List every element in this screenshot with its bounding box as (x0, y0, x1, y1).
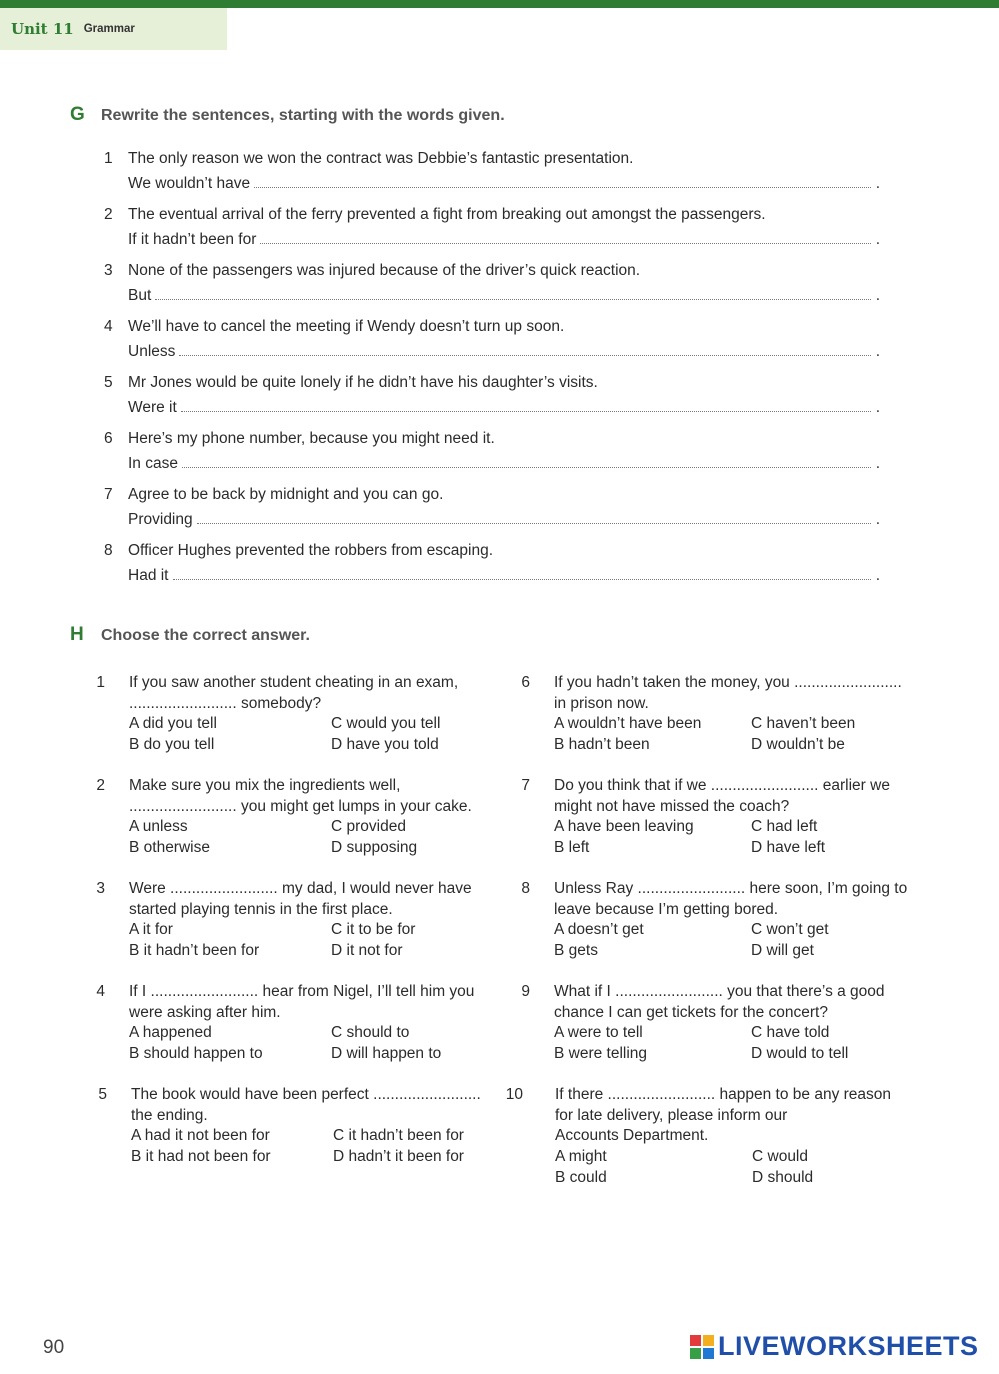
option-a[interactable]: A wouldn’t have been (554, 715, 702, 732)
answer-line[interactable] (128, 175, 880, 193)
option-c[interactable]: C it hadn’t been for (333, 1127, 464, 1144)
answer-end: . (875, 399, 880, 416)
answer-start-words: In case (128, 455, 178, 472)
answer-line[interactable] (128, 343, 880, 361)
option-a[interactable]: A doesn’t get (554, 921, 644, 938)
option-d[interactable]: D hadn’t it been for (333, 1148, 464, 1165)
question-line: The book would have been perfect ......................... (131, 1086, 481, 1103)
answer-line[interactable] (128, 287, 880, 305)
option-a[interactable]: A happened (129, 1024, 212, 1041)
option-d[interactable]: D should (752, 1169, 814, 1186)
answer-blank[interactable] (197, 523, 871, 524)
option-a[interactable]: A did you tell (129, 715, 217, 732)
question-number: 8 (521, 880, 530, 897)
question-number: 3 (96, 880, 105, 897)
option-a[interactable]: A it for (129, 921, 173, 938)
question-line: for late delivery, please inform our (555, 1106, 788, 1124)
answer-start-words: But (128, 287, 152, 304)
item-number: 4 (104, 318, 113, 335)
item-number: 6 (104, 430, 113, 447)
option-c[interactable]: C would (752, 1148, 808, 1165)
question-number: 6 (521, 674, 530, 691)
answer-blank[interactable] (260, 243, 870, 244)
exercise-h-letter: H (70, 624, 84, 645)
option-d[interactable]: D would to tell (751, 1045, 849, 1062)
exercise-g-letter: G (70, 104, 85, 125)
item-number: 3 (104, 262, 113, 279)
answer-blank[interactable] (254, 187, 871, 188)
question-line: in prison now. (554, 694, 649, 712)
option-b[interactable]: B gets (554, 942, 598, 959)
question-text (131, 1085, 507, 1126)
question-line: If there ......................... happen to be any reason (555, 1086, 892, 1103)
item-number: 8 (104, 542, 113, 559)
option-b[interactable]: B it had not been for (131, 1148, 271, 1165)
item-sentence: Agree to be back by midnight and you can go. (128, 486, 444, 503)
option-d[interactable]: D wouldn’t be (751, 736, 845, 753)
option-d[interactable]: D it not for (331, 942, 403, 959)
answer-line[interactable] (128, 399, 880, 417)
item-sentence: Officer Hughes prevented the robbers from escaping. (128, 542, 494, 559)
answer-start-words: Had it (128, 567, 169, 584)
answer-end: . (875, 511, 880, 528)
answer-start-words: Unless (128, 343, 176, 360)
question-text (129, 673, 505, 714)
option-d[interactable]: D will happen to (331, 1045, 442, 1062)
exercise-g-title: Rewrite the sentences, starting with the words given. (101, 107, 505, 124)
question-line: started playing tennis in the first place. (129, 900, 393, 918)
question-text (554, 879, 930, 920)
answer-blank[interactable] (182, 467, 871, 468)
option-a[interactable]: A were to tell (554, 1024, 643, 1041)
option-c[interactable]: C provided (331, 818, 406, 835)
answer-end: . (875, 287, 880, 304)
question-number: 1 (96, 674, 105, 691)
item-sentence: We’ll have to cancel the meeting if Wendy doesn’t turn up soon. (128, 318, 565, 335)
exercise-g-heading (70, 104, 505, 126)
answer-line[interactable] (128, 511, 880, 529)
exercise-h-heading (70, 624, 310, 646)
question-line: chance I can get tickets for the concert? (554, 1003, 828, 1021)
answer-end: . (875, 455, 880, 472)
option-b[interactable]: B should happen to (129, 1045, 263, 1062)
answer-end: . (875, 175, 880, 192)
question-number: 10 (505, 1086, 523, 1103)
option-c[interactable]: C had left (751, 818, 818, 835)
top-accent-bar (0, 0, 999, 8)
answer-end: . (875, 343, 880, 360)
brand-text: LIVEWORKSHEETS (718, 1331, 979, 1361)
question-text (555, 1085, 931, 1147)
page-number: 90 (43, 1337, 65, 1358)
option-b[interactable]: B it hadn’t been for (129, 942, 260, 959)
question-text (129, 879, 505, 920)
option-c[interactable]: C haven’t been (751, 715, 856, 732)
item-sentence: The only reason we won the contract was Debbie’s fantastic presentation. (128, 150, 634, 167)
question-line: What if I ......................... you that there’s a good (554, 983, 885, 1000)
option-b[interactable]: B could (555, 1169, 607, 1186)
item-number: 2 (104, 206, 113, 223)
question-line: Do you think that if we ......................... earlier we (554, 777, 890, 794)
question-line: leave because I’m getting bored. (554, 900, 779, 918)
question-line: ......................... somebody? (129, 694, 322, 712)
option-c[interactable]: C have told (751, 1024, 830, 1041)
question-line: the ending. (131, 1106, 208, 1124)
item-number: 7 (104, 486, 113, 503)
option-d[interactable]: D will get (751, 942, 814, 959)
item-number: 1 (104, 150, 113, 167)
answer-blank[interactable] (181, 411, 871, 412)
option-b[interactable]: B otherwise (129, 839, 210, 856)
answer-start-words: If it hadn’t been for (128, 231, 257, 248)
answer-end: . (875, 231, 880, 248)
option-c[interactable]: C won’t get (751, 921, 829, 938)
liveworksheets-logo-icon (690, 1335, 714, 1359)
option-a[interactable]: A have been leaving (554, 818, 694, 835)
question-text (554, 982, 930, 1023)
option-b[interactable]: B do you tell (129, 736, 215, 753)
option-a[interactable]: A might (555, 1148, 607, 1165)
answer-line[interactable] (128, 567, 880, 585)
answer-start-words: Providing (128, 511, 193, 528)
section-label: Grammar (83, 23, 135, 35)
question-number: 5 (98, 1086, 107, 1103)
answer-start-words: We wouldn’t have (128, 175, 251, 192)
exercise-h-title: Choose the correct answer. (101, 627, 310, 644)
question-text (554, 776, 930, 817)
option-d[interactable]: D supposing (331, 839, 418, 856)
item-number: 5 (104, 374, 113, 391)
option-b[interactable]: B were telling (554, 1045, 648, 1062)
question-line: were asking after him. (129, 1003, 281, 1021)
question-line: If I ......................... hear from Nigel, I’ll tell him you (129, 983, 475, 1000)
question-number: 7 (521, 777, 530, 794)
unit-header-tab (0, 8, 227, 50)
answer-blank[interactable] (155, 299, 870, 300)
question-line: Were ......................... my dad, I would never have (129, 880, 472, 897)
question-text (129, 776, 505, 817)
question-line: If you hadn’t taken the money, you ......................... (554, 674, 902, 691)
option-d[interactable]: D have left (751, 839, 826, 856)
option-b[interactable]: B hadn’t been (554, 736, 650, 753)
answer-start-words: Were it (128, 399, 177, 416)
question-line: Accounts Department. (555, 1127, 709, 1144)
question-line: ......................... you might get lumps in your cake. (129, 797, 472, 815)
question-number: 2 (96, 777, 105, 794)
answer-line[interactable] (128, 455, 880, 473)
option-c[interactable]: C it to be for (331, 921, 416, 938)
question-line: If you saw another student cheating in an exam, (129, 674, 459, 691)
answer-blank[interactable] (179, 355, 870, 356)
option-c[interactable]: C would you tell (331, 715, 441, 732)
item-sentence: None of the passengers was injured because of the driver’s quick reaction. (128, 262, 641, 279)
unit-label: Unit 11 (11, 20, 74, 38)
option-b[interactable]: B left (554, 839, 590, 856)
question-text (554, 673, 930, 714)
item-sentence: The eventual arrival of the ferry prevented a fight from breaking out amongst the passengers. (128, 206, 766, 223)
item-sentence: Here’s my phone number, because you might need it. (128, 430, 495, 447)
question-number: 9 (521, 983, 530, 1000)
item-sentence: Mr Jones would be quite lonely if he didn’t have his daughter’s visits. (128, 374, 598, 391)
question-line: might not have missed the coach? (554, 797, 790, 815)
option-c[interactable]: C should to (331, 1024, 410, 1041)
answer-end: . (875, 567, 880, 584)
liveworksheets-logo (690, 1331, 979, 1362)
question-number: 4 (96, 983, 105, 1000)
option-d[interactable]: D have you told (331, 736, 439, 753)
question-line: Unless Ray ......................... here soon, I’m going to (554, 880, 908, 897)
question-line: Make sure you mix the ingredients well, (129, 777, 401, 794)
answer-line[interactable] (128, 231, 880, 249)
option-a[interactable]: A had it not been for (131, 1127, 270, 1144)
option-a[interactable]: A unless (129, 818, 188, 835)
question-text (129, 982, 505, 1023)
answer-blank[interactable] (173, 579, 871, 580)
